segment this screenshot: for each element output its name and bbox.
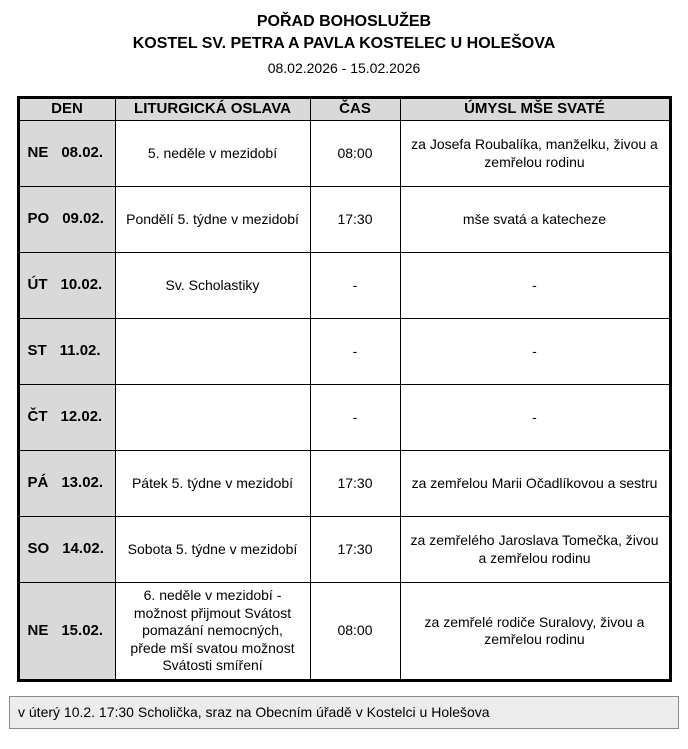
celebration-cell [115, 385, 310, 451]
day-date: 13.02. [61, 474, 104, 492]
celebration-cell [115, 319, 310, 385]
day-date: 15.02. [61, 621, 104, 639]
time-cell: 08:00 [310, 583, 400, 681]
church-name: KOSTEL SV. PETRA A PAVLA KOSTELEC U HOLEŠOVA [132, 35, 556, 53]
time-cell: 17:30 [310, 187, 400, 253]
day-date: 08.02. [61, 144, 104, 162]
col-header-umysl: ÚMYSL MŠE SVATÉ [400, 98, 670, 121]
day-cell [18, 517, 115, 583]
celebration-cell: Sobota 5. týdne v mezidobí [115, 517, 310, 583]
table-row [18, 583, 670, 681]
day-cell [18, 583, 115, 681]
time-cell: - [310, 319, 400, 385]
table-row [18, 253, 670, 319]
table-row [18, 187, 670, 253]
day-date: 09.02. [62, 210, 104, 228]
day-cell [18, 121, 115, 187]
day-date: 14.02. [62, 540, 104, 558]
col-header-den: DEN [18, 98, 115, 121]
day-abbrev: SO [27, 540, 50, 558]
day-cell [18, 385, 115, 451]
table-row [18, 319, 670, 385]
day-abbrev: ČT [27, 408, 48, 426]
time-cell: 08:00 [310, 121, 400, 187]
intention-cell: - [400, 385, 670, 451]
day-cell [18, 187, 115, 253]
day-date: 11.02. [59, 342, 101, 360]
day-abbrev: ST [27, 342, 47, 360]
time-cell: 17:30 [310, 517, 400, 583]
time-cell: 17:30 [310, 451, 400, 517]
footer-note: v úterý 10.2. 17:30 Scholička, sraz na Obecním úřadě v Kostelci u Holešova [9, 696, 679, 729]
day-date: 12.02. [60, 408, 103, 426]
celebration-cell: Pondělí 5. týdne v mezidobí [115, 187, 310, 253]
intention-cell: - [400, 319, 670, 385]
intention-cell: za zemřelého Jaroslava Tomečka, živou a zemřelou rodinu [400, 517, 670, 583]
table-row [18, 121, 670, 187]
celebration-cell: Pátek 5. týdne v mezidobí [115, 451, 310, 517]
time-cell: - [310, 385, 400, 451]
intention-cell: mše svatá a katecheze [400, 187, 670, 253]
table-row [18, 517, 670, 583]
day-abbrev: NE [27, 621, 49, 639]
day-cell [18, 451, 115, 517]
day-abbrev: ÚT [27, 276, 48, 294]
day-cell [18, 253, 115, 319]
date-range: 08.02.2026 - 15.02.2026 [267, 60, 421, 77]
day-abbrev: PO [27, 210, 50, 228]
table-row [18, 385, 670, 451]
intention-cell: za zemřelou Marii Očadlíkovou a sestru [400, 451, 670, 517]
page-title: POŘAD BOHOSLUŽEB [256, 13, 432, 30]
celebration-cell: Sv. Scholastiky [115, 253, 310, 319]
intention-cell: za Josefa Roubalíka, manželku, živou a zemřelou rodinu [400, 121, 670, 187]
col-header-liturgicka-oslava: LITURGICKÁ OSLAVA [115, 98, 310, 121]
day-date: 10.02. [60, 276, 103, 294]
schedule-table [17, 96, 672, 682]
table-header-row [18, 98, 670, 121]
time-cell: - [310, 253, 400, 319]
table-row [18, 451, 670, 517]
intention-cell: - [400, 253, 670, 319]
celebration-cell: 6. neděle v mezidobí - možnost přijmout Svátost pomazání nemocných, přede mší svatou možnost Svátosti smíření [115, 583, 310, 681]
document-header [0, 12, 688, 76]
day-abbrev: PÁ [27, 474, 49, 492]
col-header-cas: ČAS [310, 98, 400, 121]
day-abbrev: NE [27, 144, 49, 162]
day-cell [18, 319, 115, 385]
celebration-cell: 5. neděle v mezidobí [115, 121, 310, 187]
intention-cell: za zemřelé rodiče Suralovy, živou a zemřelou rodinu [400, 583, 670, 681]
